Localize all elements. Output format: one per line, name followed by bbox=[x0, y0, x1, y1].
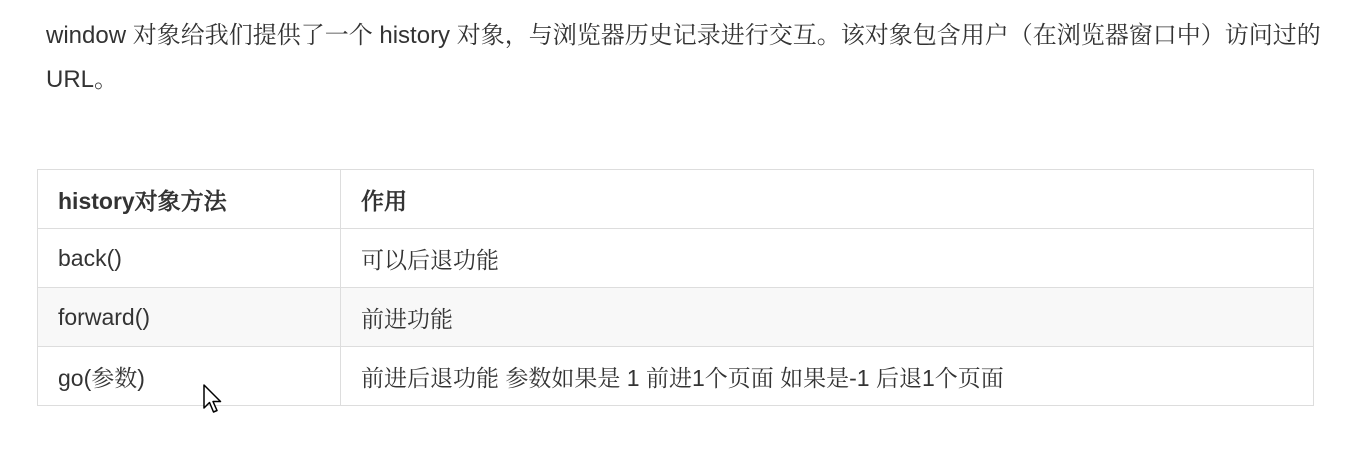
header-method: history对象方法 bbox=[38, 170, 341, 229]
table-row bbox=[38, 288, 1314, 347]
table-row bbox=[38, 229, 1314, 288]
history-methods-table bbox=[37, 169, 1314, 406]
method-cell: forward() bbox=[38, 288, 341, 347]
table-header-row bbox=[38, 170, 1314, 229]
method-cell: go(参数) bbox=[38, 347, 341, 406]
description-cell: 前进后退功能 参数如果是 1 前进1个页面 如果是-1 后退1个页面 bbox=[341, 347, 1314, 406]
mouse-pointer-icon bbox=[203, 384, 223, 416]
method-cell: back() bbox=[38, 229, 341, 288]
table-row bbox=[38, 347, 1314, 406]
description-cell: 可以后退功能 bbox=[341, 229, 1314, 288]
intro-paragraph: window 对象给我们提供了一个 history 对象，与浏览器历史记录进行交互。该对象包含用户（在浏览器窗口中）访问过的 URL。 bbox=[46, 22, 1321, 93]
header-function: 作用 bbox=[341, 170, 1314, 229]
description-cell: 前进功能 bbox=[341, 288, 1314, 347]
